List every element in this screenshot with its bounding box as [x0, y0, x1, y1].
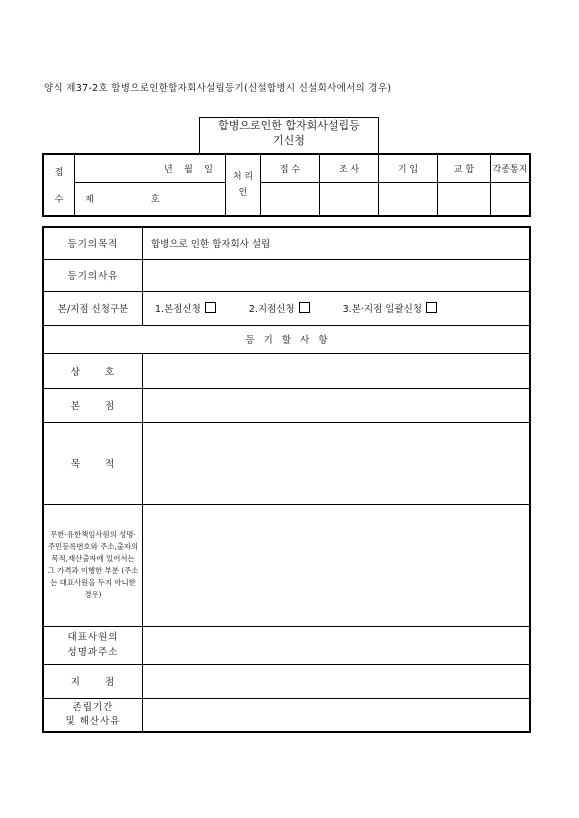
trade-name-value[interactable] [143, 353, 531, 388]
option-branch[interactable] [249, 304, 310, 315]
form-title-line1: 합병으로인한 합자회사설립등 [218, 119, 360, 132]
cell-entry[interactable] [379, 182, 438, 216]
cell-collate[interactable] [438, 182, 491, 216]
col-entry: 기 입 [379, 154, 438, 182]
representative-value[interactable] [143, 626, 531, 664]
option-both-label: 3.본·지점 일괄신청 [342, 304, 422, 315]
objective-value[interactable] [143, 422, 531, 504]
receipt-table [42, 153, 531, 217]
items-header: 등 기 할 사 항 [43, 325, 530, 353]
processing-label: 처 리 인 [226, 154, 261, 216]
option-head-office-label: 1.본점신청 [155, 304, 201, 315]
purpose-label: 등기의목적 [43, 227, 143, 259]
trade-name-label: 상 호 [43, 353, 143, 388]
receipt-number[interactable]: 제 호 [75, 182, 226, 216]
checkbox-icon[interactable] [205, 302, 216, 313]
form-title [199, 117, 379, 154]
branch-type-label: 본/지점 신청구분 [43, 291, 143, 325]
partners-label: 무한·유한책임사원의 성명·주민등록번호와 주소,출자의 목적,재산출자에 있어서는 그 가격과 이행한 부분 (주소는 대표사원을 두지 아니한 경우) [43, 504, 143, 626]
duration-label [43, 698, 143, 732]
duration-value[interactable] [143, 698, 531, 732]
head-office-value[interactable] [143, 388, 531, 422]
receipt-label [43, 154, 75, 216]
representative-label-line2: 성명과주소 [67, 647, 119, 658]
receipt-date[interactable]: 년 월 일 [75, 154, 226, 182]
option-head-office[interactable] [155, 304, 216, 315]
cell-receipt[interactable] [261, 182, 320, 216]
form-title-line2: 기신청 [273, 134, 305, 147]
head-office-label: 본 점 [43, 388, 143, 422]
branch-type-options [143, 291, 531, 325]
registration-table [42, 226, 531, 733]
representative-label [43, 626, 143, 664]
cell-review[interactable] [320, 182, 379, 216]
representative-label-line1: 대표사원의 [67, 632, 119, 643]
receipt-label-top: 접 [54, 168, 64, 178]
col-collate: 교 합 [438, 154, 491, 182]
col-receipt: 접 수 [261, 154, 320, 182]
col-notices: 각종통지 [491, 154, 531, 182]
partners-value[interactable] [143, 504, 531, 626]
reason-label: 등기의사유 [43, 259, 143, 291]
form-caption: 양식 제37-2호 합병으로인한합자회사설립등기(신설합병시 신설회사에서의 경우) [44, 83, 392, 94]
branch-office-label: 지 점 [43, 664, 143, 698]
objective-label: 목 적 [43, 422, 143, 504]
option-branch-label: 2.지점신청 [248, 304, 295, 315]
duration-label-line1: 존립기간 [72, 701, 114, 713]
option-both[interactable] [343, 304, 437, 315]
branch-office-value[interactable] [143, 664, 531, 698]
checkbox-icon[interactable] [426, 302, 437, 313]
cell-notices[interactable] [491, 182, 531, 216]
checkbox-icon[interactable] [299, 302, 310, 313]
purpose-value[interactable]: 합병으로 인한 합자회사 설립 [143, 227, 531, 259]
receipt-label-bottom: 수 [54, 195, 64, 205]
reason-value[interactable] [143, 259, 531, 291]
col-review: 조 사 [320, 154, 379, 182]
duration-label-line2: 및 해산사유 [65, 715, 121, 727]
